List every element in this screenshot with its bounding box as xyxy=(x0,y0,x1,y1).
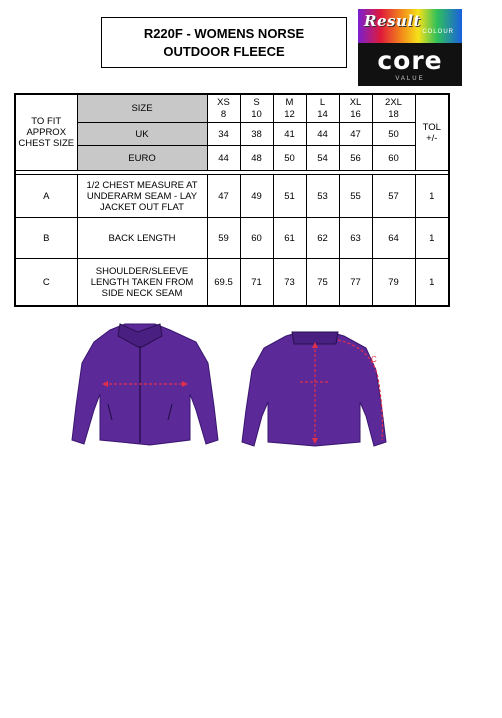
size-cell-2xl xyxy=(372,94,415,123)
size-letter: 2XL xyxy=(385,96,402,108)
size-cell-s xyxy=(240,94,273,123)
measure-desc: SHOULDER/SLEEVE LENGTH TAKEN FROM SIDE NECK SEAM xyxy=(77,259,207,307)
measure-code: C xyxy=(15,259,77,307)
uk-value: 44 xyxy=(306,123,339,146)
measure-value: 75 xyxy=(306,259,339,307)
measure-value: 71 xyxy=(240,259,273,307)
size-number: 18 xyxy=(388,108,399,120)
uk-label-cell: UK xyxy=(77,123,207,146)
uk-value: 41 xyxy=(273,123,306,146)
measure-tol: 1 xyxy=(415,259,449,307)
product-title-box xyxy=(101,17,347,68)
size-number: 14 xyxy=(317,108,328,120)
table-row xyxy=(15,146,449,171)
table-row xyxy=(15,123,449,146)
table-row xyxy=(15,94,449,123)
measure-desc: BACK LENGTH xyxy=(77,218,207,259)
product-title-line2: OUTDOOR FLEECE xyxy=(163,43,285,59)
measure-value: 47 xyxy=(207,175,240,218)
result-logo-band xyxy=(358,9,462,43)
measure-value: 49 xyxy=(240,175,273,218)
measure-tol: 1 xyxy=(415,175,449,218)
measure-value: 73 xyxy=(273,259,306,307)
uk-value: 50 xyxy=(372,123,415,146)
jacket-back-body xyxy=(242,332,386,446)
euro-value: 56 xyxy=(339,146,372,171)
uk-value: 47 xyxy=(339,123,372,146)
size-cell-l xyxy=(306,94,339,123)
measure-value: 69.5 xyxy=(207,259,240,307)
size-letter: L xyxy=(319,96,326,108)
measure-value: 51 xyxy=(273,175,306,218)
measure-code: B xyxy=(15,218,77,259)
measure-value: 64 xyxy=(372,218,415,259)
size-chart-table xyxy=(14,93,450,307)
size-number: 10 xyxy=(251,108,262,120)
sleeve-measure-label: C xyxy=(371,355,377,364)
size-number: 8 xyxy=(220,108,227,120)
measure-value: 63 xyxy=(339,218,372,259)
measure-code: A xyxy=(15,175,77,218)
euro-value: 54 xyxy=(306,146,339,171)
tol-label-cell: TOL +/- xyxy=(415,94,449,171)
jacket-front-image xyxy=(72,324,218,445)
core-wordmark: core xyxy=(377,46,443,75)
euro-value: 60 xyxy=(372,146,415,171)
table-row xyxy=(15,175,449,218)
product-title-line1: R220F - WOMENS NORSE xyxy=(143,25,305,41)
core-value-text: VALUE xyxy=(395,76,425,82)
size-letter: XS xyxy=(217,96,230,108)
result-colour-text: COLOUR xyxy=(422,29,454,35)
measure-desc: 1/2 CHEST MEASURE AT UNDERARM SEAM - LAY JACKET OUT FLAT xyxy=(77,175,207,218)
measure-value: 59 xyxy=(207,218,240,259)
size-cell-m xyxy=(273,94,306,123)
jacket-back-image xyxy=(242,332,386,446)
measure-value: 57 xyxy=(372,175,415,218)
euro-value: 48 xyxy=(240,146,273,171)
euro-label-cell: EURO xyxy=(77,146,207,171)
measure-value: 79 xyxy=(372,259,415,307)
measure-value: 60 xyxy=(240,218,273,259)
brand-logo xyxy=(358,9,462,86)
size-cell-xs xyxy=(207,94,240,123)
measure-value: 62 xyxy=(306,218,339,259)
table-row xyxy=(15,259,449,307)
measure-value: 53 xyxy=(306,175,339,218)
result-wordmark: Result xyxy=(364,12,421,30)
measure-value: 77 xyxy=(339,259,372,307)
euro-value: 44 xyxy=(207,146,240,171)
size-number: 12 xyxy=(284,108,295,120)
table-row xyxy=(15,218,449,259)
measure-tol: 1 xyxy=(415,218,449,259)
core-logo-band xyxy=(358,43,462,86)
euro-value: 50 xyxy=(273,146,306,171)
size-number: 16 xyxy=(350,108,361,120)
measure-value: 61 xyxy=(273,218,306,259)
size-label-cell: SIZE xyxy=(77,94,207,123)
fit-label-cell: TO FIT APPROX CHEST SIZE xyxy=(15,94,77,171)
size-letter: M xyxy=(285,96,294,108)
uk-value: 38 xyxy=(240,123,273,146)
size-letter: XL xyxy=(349,96,362,108)
measure-value: 55 xyxy=(339,175,372,218)
uk-value: 34 xyxy=(207,123,240,146)
size-cell-xl xyxy=(339,94,372,123)
jacket-illustrations xyxy=(0,318,502,458)
size-letter: S xyxy=(253,96,260,108)
